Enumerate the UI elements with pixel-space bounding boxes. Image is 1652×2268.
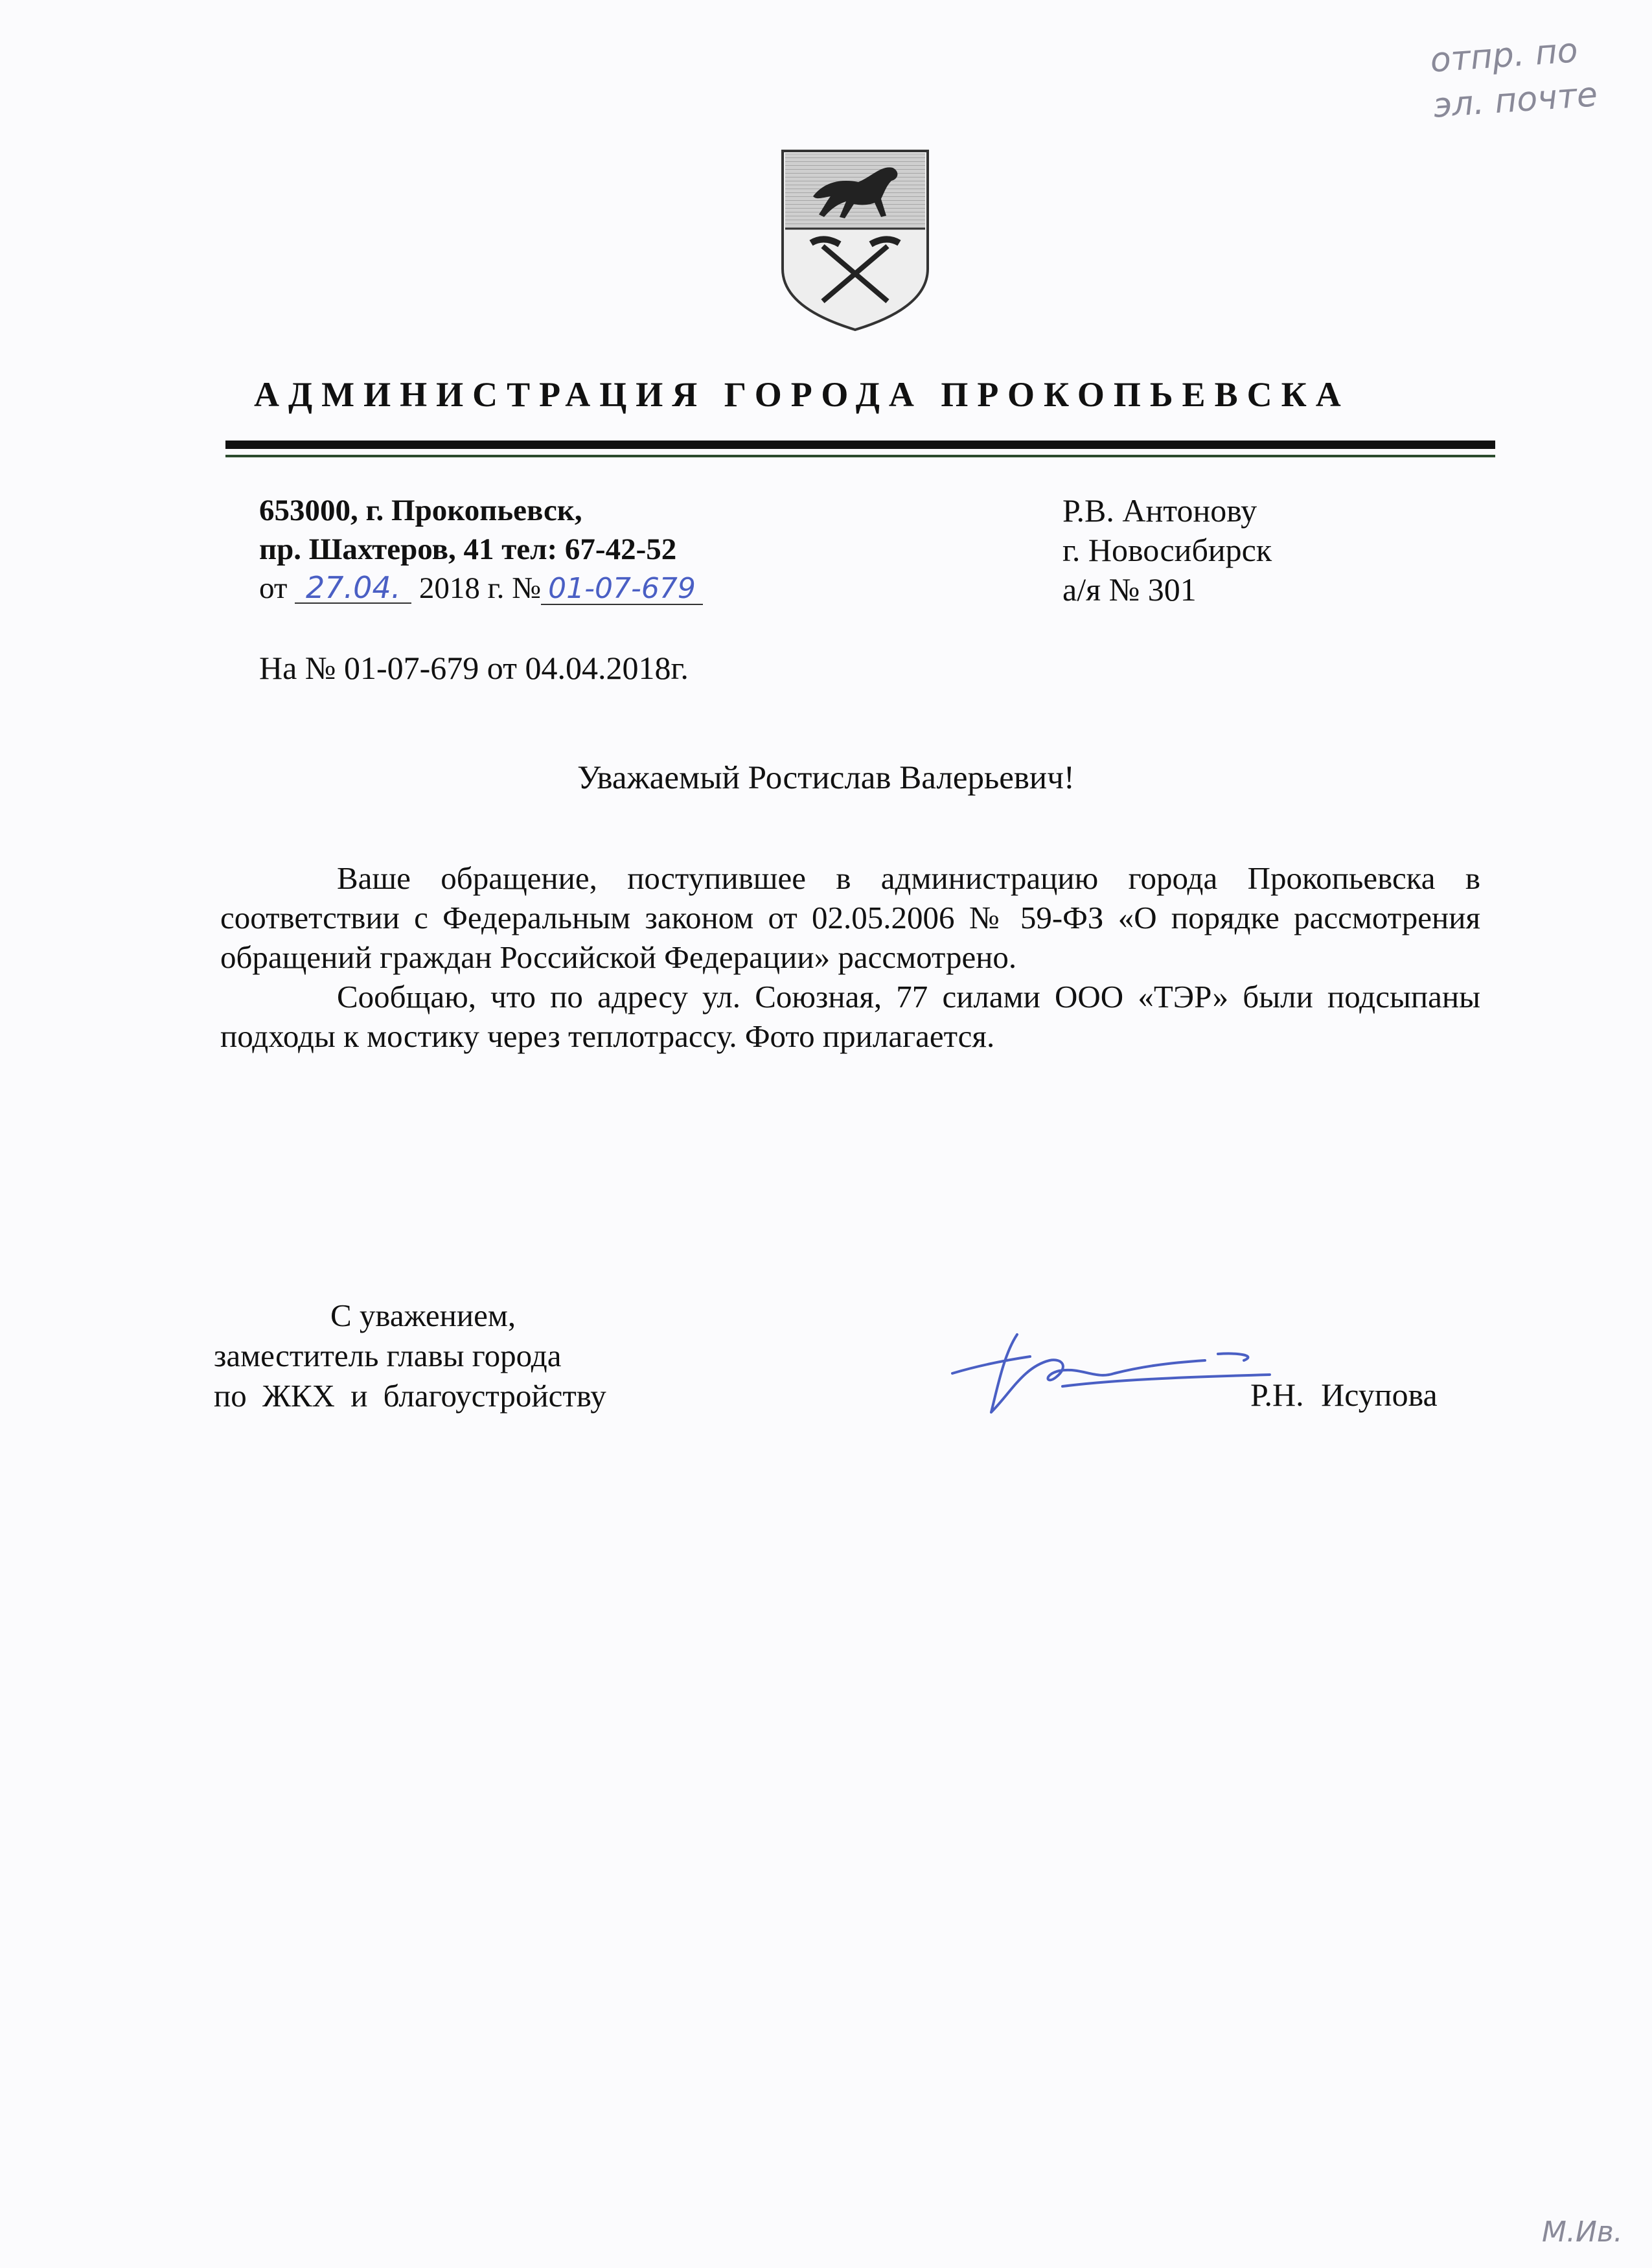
signatory-name: Р.Н. Исупова bbox=[1250, 1377, 1438, 1413]
handwritten-note-bottom: М.Ив. bbox=[1542, 2216, 1623, 2249]
outgoing-number-handwritten: 01-07-679 bbox=[541, 574, 703, 605]
recipient-block bbox=[1062, 491, 1272, 610]
reference-line: На № 01-07-679 от 04.04.2018г. bbox=[259, 650, 689, 686]
closing-block bbox=[214, 1296, 606, 1416]
coat-of-arms-emblem bbox=[777, 146, 933, 334]
recipient-pobox: а/я № 301 bbox=[1062, 571, 1197, 608]
letter-body bbox=[220, 858, 1480, 1056]
sender-address: 653000, г. Прокопьевск, bbox=[259, 494, 582, 527]
header-rule-thin bbox=[225, 455, 1495, 457]
body-paragraph-2: Сообщаю, что по адресу ул. Союзная, 77 силами ООО «ТЭР» были подсыпаны подходы к мостику через теплотрассу. Фото прилагается. bbox=[220, 979, 1480, 1054]
signatory-position-2: по ЖКХ и благоустройству bbox=[214, 1378, 606, 1414]
sender-date-line bbox=[259, 569, 842, 608]
header-rule-thick bbox=[225, 441, 1495, 449]
sender-street-phone: пр. Шахтеров, 41 тел: 67-42-52 bbox=[259, 533, 677, 566]
organization-title: АДМИНИСТРАЦИЯ ГОРОДА ПРОКОПЬЕВСКА bbox=[254, 375, 1350, 414]
salutation: Уважаемый Ростислав Валерьевич! bbox=[577, 760, 1075, 796]
handwritten-note-top bbox=[1428, 27, 1599, 128]
note-line-2: эл. почте bbox=[1432, 75, 1599, 126]
date-prefix: от bbox=[259, 571, 288, 605]
sender-block bbox=[259, 491, 842, 608]
signature-icon bbox=[933, 1315, 1322, 1432]
recipient-city: г. Новосибирск bbox=[1062, 532, 1272, 568]
year-text: 2018 г. № bbox=[419, 571, 541, 605]
date-handwritten: 27.04. bbox=[295, 573, 411, 604]
body-paragraph-1: Ваше обращение, поступившее в администрацию города Прокопьевска в соответствии с Федеральным законом от 02.05.2006 № 59-ФЗ «О порядке рассмотрения обращений граждан Российской Федерации» рассмотрено. bbox=[220, 860, 1480, 975]
recipient-name: Р.В. Антонову bbox=[1062, 492, 1257, 529]
signatory-position-1: заместитель главы города bbox=[214, 1338, 562, 1373]
note-line-1: отпр. по bbox=[1428, 31, 1579, 80]
signature bbox=[933, 1315, 1322, 1432]
closing-regards: С уважением, bbox=[330, 1298, 516, 1333]
coat-of-arms-icon bbox=[777, 146, 933, 334]
